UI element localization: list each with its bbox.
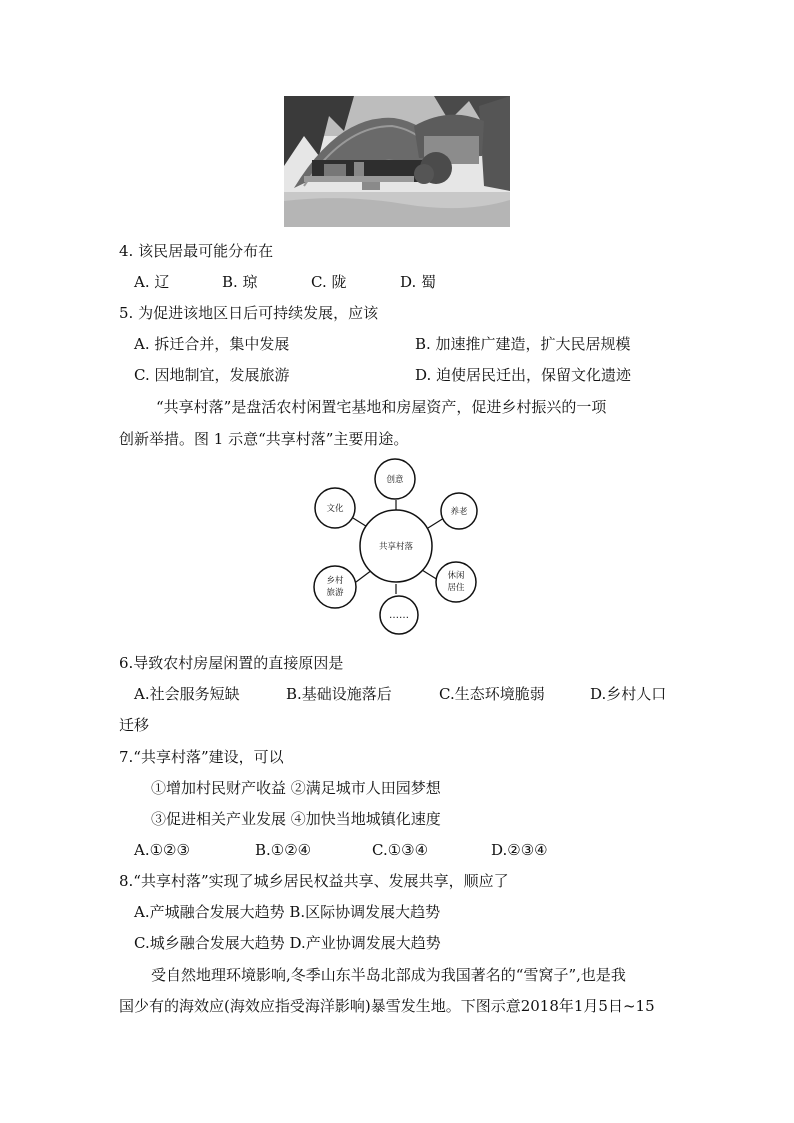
q4-option-b: B. 琼	[222, 273, 258, 291]
q4-option-d: D. 蜀	[400, 273, 437, 291]
q6-option-d-wrap: 迁移	[119, 716, 150, 734]
node-tourism	[314, 566, 356, 608]
q5-option-a: A. 拆迁合并，集中发展	[134, 335, 290, 353]
diagram-node-leisure-line2: 居住	[447, 583, 465, 593]
q8-stem: 8.“共享村落”实现了城乡居民权益共享、发展共享，顺应了	[119, 872, 509, 890]
passage2-line1: 受自然地理环境影响,冬季山东半岛北部成为我国著名的“雪窝子”,也是我	[151, 966, 626, 984]
q7-option-a: A.①②③	[134, 841, 190, 859]
q6-option-c: C.生态环境脆弱	[439, 685, 545, 703]
passage1-line2: 创新举措。图 1 示意“共享村落”主要用途。	[119, 430, 409, 448]
q6-stem: 6.导致农村房屋闲置的直接原因是	[119, 654, 344, 672]
q7-option-d: D.②③④	[491, 841, 548, 859]
diagram-node-tourism-line1: 乡村	[326, 576, 344, 586]
q7-option-c: C.①③④	[372, 841, 429, 859]
q5-option-b: B. 加速推广建造，扩大民居规模	[415, 335, 631, 353]
q4-option-a: A. 辽	[134, 273, 170, 291]
q7-items-2: ③促进相关产业发展 ④加快当地城镇化速度	[151, 810, 441, 828]
q7-items-1: ①增加村民财产收益 ②满足城市人田园梦想	[151, 779, 441, 797]
diagram-node-tourism-line2: 旅游	[326, 588, 344, 598]
q5-stem: 5. 为促进该地区日后可持续发展，应该	[119, 304, 379, 322]
diagram-node-creative: 创意	[386, 475, 404, 485]
diagram-node-elderly: 养老	[450, 507, 468, 517]
passage1-line1: “共享村落”是盘活农村闲置宅基地和房屋资产，促进乡村振兴的一项	[156, 398, 607, 416]
shared-village-diagram	[308, 456, 490, 640]
diagram-node-culture: 文化	[326, 504, 344, 514]
diagram-node-more: ……	[389, 610, 409, 621]
q5-option-c: C. 因地制宜，发展旅游	[134, 366, 290, 384]
thatched-house-photo	[284, 96, 510, 227]
q7-option-b: B.①②④	[255, 841, 312, 859]
node-leisure	[436, 562, 476, 602]
q6-option-b: B.基础设施落后	[286, 685, 392, 703]
diagram-center-label: 共享村落	[378, 542, 414, 552]
passage2-line2: 国少有的海效应(海效应指受海洋影响)暴雪发生地。下图示意2018年1月5日~15	[119, 997, 655, 1015]
diagram-node-leisure-line1: 休闲	[447, 571, 465, 581]
q8-options-cd: C.城乡融合发展大趋势 D.产业协调发展大趋势	[134, 934, 441, 952]
q6-option-d: D.乡村人口	[590, 685, 667, 703]
q6-option-a: A.社会服务短缺	[134, 685, 240, 703]
q4-stem: 4. 该民居最可能分布在	[119, 242, 274, 260]
q4-option-c: C. 陇	[311, 273, 347, 291]
q8-options-ab: A.产城融合发展大趋势 B.区际协调发展大趋势	[134, 903, 441, 921]
q7-stem: 7.“共享村落”建设，可以	[119, 748, 284, 766]
q5-option-d: D. 迫使居民迁出，保留文化遗迹	[415, 366, 632, 384]
